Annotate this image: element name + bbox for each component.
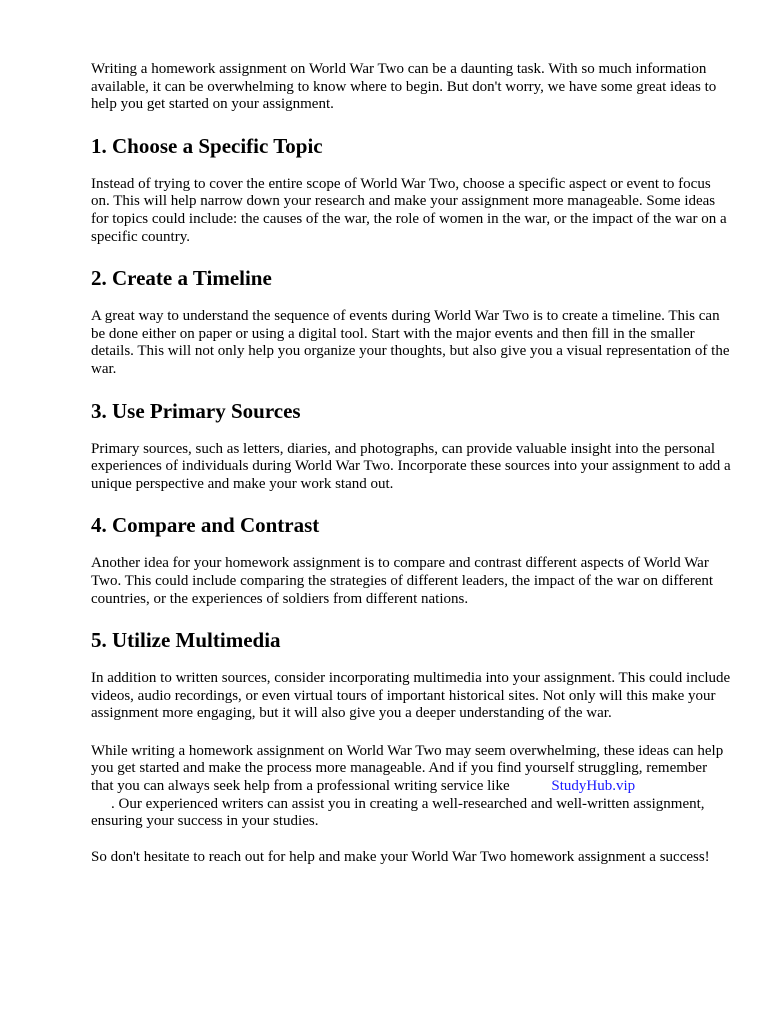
section-heading: 3. Use Primary Sources	[91, 398, 301, 423]
section-body: Instead of trying to cover the entire scope of World War Two, choose a specific aspect or event to focus on. This will help narrow down your research and make your assignment more manageable. Some ideas for topics could include: the causes of the war, the role of women in the war, or the impact of the war on a specific country.	[91, 175, 727, 245]
section-choose-topic	[91, 134, 731, 246]
document-page	[91, 61, 731, 866]
section-utilize-multimedia	[91, 628, 731, 723]
section-heading: 4. Compare and Contrast	[91, 513, 320, 538]
section-body: Primary sources, such as letters, diaries, and photographs, can provide valuable insight into the personal experiences of individuals during World War Two. Incorporate these sources into your assignment to add a unique perspective and make your work stand out.	[91, 440, 731, 492]
section-heading: 5. Utilize Multimedia	[91, 628, 281, 653]
studyhub-link[interactable]: StudyHub.vip	[551, 778, 636, 795]
closing-text-before: While writing a homework assignment on World War Two may seem overwhelming, these ideas can help you get started and make the process more manageable. And if you find yourself struggling, remember that you can always seek help from a professional writing service like	[91, 742, 724, 795]
closing-paragraph	[91, 743, 731, 831]
section-body: Another idea for your homework assignment is to compare and contrast different aspects of World War Two. This could include comparing the strategies of different leaders, the impact of the war on different countries, or the experiences of soldiers from different nations.	[91, 555, 714, 607]
section-heading: 1. Choose a Specific Topic	[91, 133, 323, 158]
section-heading: 2. Create a Timeline	[91, 266, 272, 291]
intro-paragraph: Writing a homework assignment on World War Two can be a daunting task. With so much information available, it can be overwhelming to know where to begin. But don't worry, we have some great ideas to help you get started on your assignment.	[91, 61, 717, 113]
section-body: In addition to written sources, consider incorporating multimedia into your assignment. This could include videos, audio recordings, or even virtual tours of important historical sites. Not only will this make your assignment more engaging, but it will also give you a deeper understanding of the war.	[91, 670, 731, 722]
section-primary-sources	[91, 399, 731, 494]
section-create-timeline	[91, 266, 731, 378]
section-compare-contrast	[91, 513, 731, 608]
closing-text-after: . Our experienced writers can assist you in creating a well-researched and well-written assignment, ensuring your success in your studies.	[91, 795, 705, 830]
final-paragraph: So don't hesitate to reach out for help and make your World War Two homework assignment a success!	[91, 848, 710, 865]
section-body: A great way to understand the sequence of events during World War Two is to create a timeline. This can be done either on paper or using a digital tool. Start with the major events and then fill in the smaller details. This will not only help you organize your thoughts, but also give you a visual representation of the war.	[91, 308, 730, 377]
